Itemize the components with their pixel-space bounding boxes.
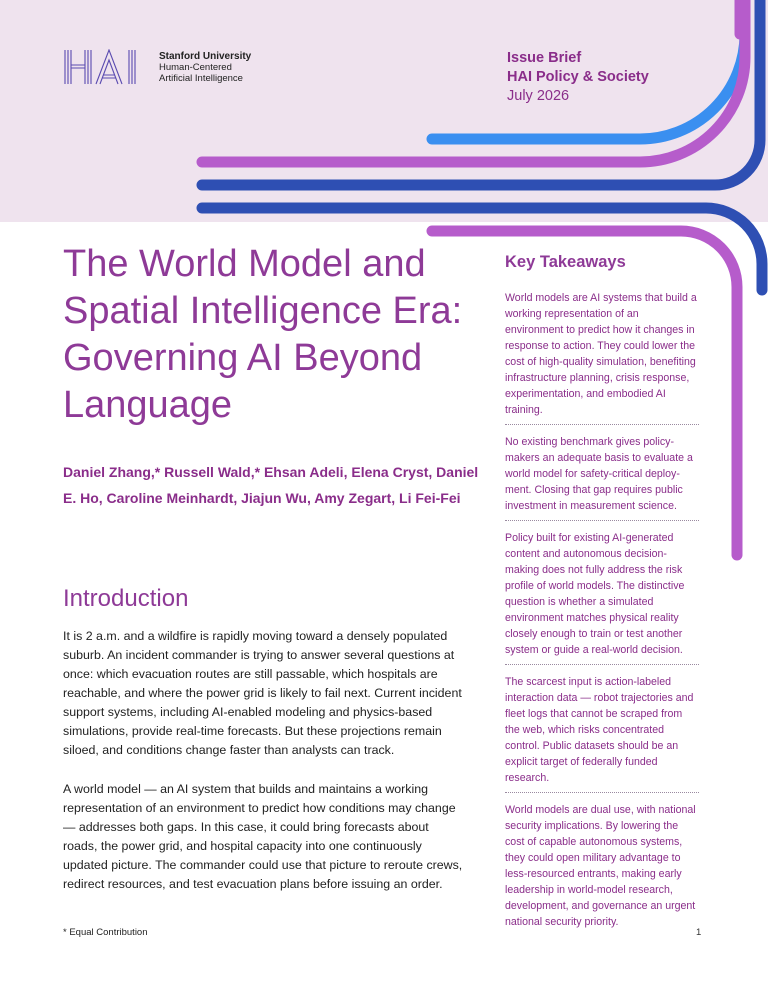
document-title: The World Model and Spatial Intelligence Era: Governing AI Beyond Language bbox=[63, 243, 463, 426]
intro-paragraph-1: It is 2 a.m. and a wildfire is rapidly moving toward a densely populated suburb. An incident commander is trying to answer several questions at once: which evacuation routes are still passable, which hospitals are reachable, and where the power grid is likely to fail next. Current incident support systems, including AI-enabled modeling and physics-based simulations, provide real-time forecasts. But these projections remain siloed, and conditions change faster than analysts can track. bbox=[63, 629, 462, 757]
hai-logo-icon bbox=[63, 49, 149, 85]
logo-line-3: Artificial Intelligence bbox=[159, 72, 243, 84]
intro-paragraph-2: A world model — an AI system that builds and maintains a working representation of an environment to predict how conditions may change — addresses both gaps. In this case, it could bring forecasts about roads, the power grid, and hospital capacity into one continuously updated picture. The commander could use that picture to reroute crews, redirect resources, and test evacuation plans before issuing an order. bbox=[63, 782, 463, 891]
issue-date: July 2026 bbox=[507, 88, 570, 104]
key-takeaways-list bbox=[505, 290, 702, 945]
page-number: 1 bbox=[696, 927, 702, 938]
takeaway-item: The scarcest input is action-labeled interaction data — robot trajectories and fleet logs that cannot be scraped from the web, which risks concentrated control. Public datasets should be an explicit target of federally funded research. bbox=[505, 674, 699, 793]
issue-type: Issue Brief bbox=[507, 50, 582, 66]
takeaway-item: World models are dual use, with national security implications. By lowering the cost of capable autonomous systems, they could open military advantage to less-resourced entrants, making early leadership in world-model research, development, and governance an urgent national security priority. bbox=[505, 804, 696, 928]
key-takeaways-heading: Key Takeaways bbox=[505, 253, 626, 271]
takeaway-item: World models are AI systems that build a working representation of an environment to predict how it changes in response to action. They could lower the cost of high-quality simulation, benefiting infrastructure planning, crisis response, experimentation, and embodied AI training. bbox=[505, 290, 699, 425]
author-list: Daniel Zhang,* Russell Wald,* Ehsan Adeli, Elena Cryst, Daniel E. Ho, Caroline Meinhardt, Jiajun Wu, Amy Zegart, Li Fei-Fei bbox=[63, 464, 479, 506]
issue-info bbox=[507, 49, 649, 106]
footnote: * Equal Contribution bbox=[63, 927, 148, 938]
introduction-heading: Introduction bbox=[63, 585, 189, 612]
takeaway-item: No existing benchmark gives policy-makers an adequate basis to evaluate a world model for safety-critical deploy-ment. Closing that gap requires public investment in measurement science. bbox=[505, 434, 699, 521]
logo-text bbox=[159, 51, 251, 84]
hai-logo bbox=[63, 49, 251, 85]
logo-line-2: Human-Centered bbox=[159, 61, 232, 73]
takeaway-item: Policy built for existing AI-generated content and autonomous decision-making does not fully address the risk profile of world models. The distinctive question is whether a simulated environment matches physical reality closely enough to train or test another system or guide a real-world decision. bbox=[505, 530, 699, 665]
issue-series: HAI Policy & Society bbox=[507, 69, 649, 85]
logo-line-1: Stanford University bbox=[159, 50, 252, 62]
